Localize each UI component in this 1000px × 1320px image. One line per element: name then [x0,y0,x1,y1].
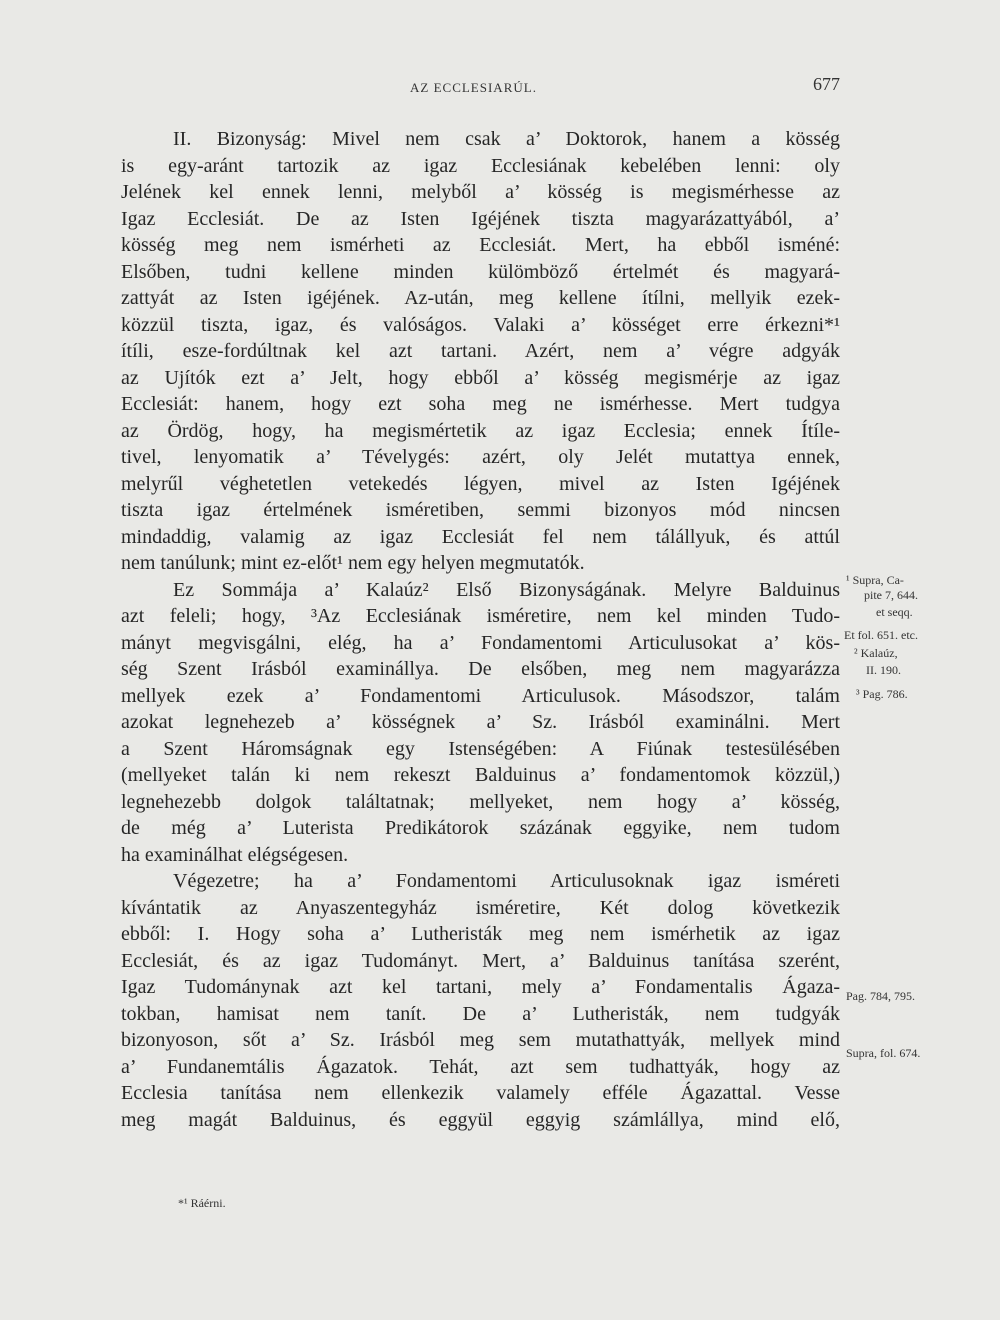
main-text [121,126,840,1133]
text-line: azt feleli; hogy, ³Az Ecclesiának isméretire, nem kel minden Tudo- [121,605,840,627]
text-line: melyrűl véghetetlen vetekedés légyen, mivel az Isten Igéjének [121,472,840,495]
text-line: tivel, lenyomatik a’ Tévelygés: azért, oly Jelét mutattya ennek, [121,446,840,468]
text-line: is egy-aránt tartozik az igaz Ecclesiának kebelében lenni: oly [121,154,840,177]
text-line: Ecclesia tanítása nem ellenkezik valamely efféle Ágazattal. Vesse [121,1082,840,1104]
text-line: tokban, hamisat nem tanít. De a’ Lutheristák, nem tudgyák [121,1002,840,1025]
text-line: kívántatik az Anyaszentegyház isméretire, Két dolog következik [121,896,840,919]
text-line: mányt megvisgálni, elég, ha a’ Fondamentomi Articulusokat a’ kös- [121,631,840,654]
text-line: Ecclesiát, és az igaz Tudományt. Mert, a’ Balduinus tanítása szerént, [121,949,840,972]
running-title: AZ ECCLESIARÚL. [410,80,537,95]
margin-note: II. 190. [866,663,901,677]
margin-note: Supra, fol. 674. [846,1046,921,1060]
text-line: az Ördög, hogy, ha megismértetik az igaz Ecclesia; ennek Ítíle- [121,419,840,442]
margin-note: ¹ Supra, Ca- [846,573,904,587]
text-line: Végezetre; ha a’ Fondamentomi Articulusoknak igaz isméreti [173,870,840,892]
margin-note: Pag. 784, 795. [846,989,915,1003]
footnote: *¹ Ráérni. [178,1196,226,1210]
text-line: Elsőben, tudni kellene minden külömböző értelmét és magyará- [121,260,840,283]
text-line: Jelének kel ennek lenni, melyből a’ kösség is megismérhesse az [121,181,840,203]
text-line: mindaddig, valamig az igaz Ecclesiát fel nem tálállyuk, és attúl [121,525,840,548]
text-line: a’ Fundanemtális Ágazatok. Tehát, azt sem tudhattyák, hogy az [121,1055,840,1078]
text-line: ebből: I. Hogy soha a’ Lutheristák meg nem ismérhetik az igaz [121,923,840,945]
text-line: meg magát Balduinus, és eggyül eggyig számlállya, mind elő, [121,1108,840,1131]
text-line: bizonyoson, sőt a’ Sz. Irásból meg sem mutathattyák, mellyek mind [121,1029,840,1051]
text-line: ha examinálhat elégségesen. [121,843,349,866]
text-line: azokat legnehezeb a’ kösségnek a’ Sz. Irásból examinálni. Mert [121,711,840,733]
text-line: az Ujítók ezt a’ Jelt, hogy ebből a’ kösség megismérje az igaz [121,366,840,389]
text-line: a Szent Háromságnak egy Istenségében: A Fiúnak testesülésében [121,737,840,760]
text-line: Igaz Tudománynak azt kel tartani, mely a’ Fondamentalis Ágaza- [121,976,840,998]
text-line: zattyát az Isten igéjének. Az-után, meg kellene ítílni, mellyik ezek- [121,287,840,309]
margin-note: pite 7, 644. [864,588,918,602]
text-line: közzül tiszta, igaz, és valóságos. Valaki a’ kösséget erre érkezni*¹ [121,313,840,336]
text-line: mellyek ezek a’ Fondamentomi Articulusok. Másodszor, talám [121,684,840,707]
margin-note: Et fol. 651. etc. [844,628,918,642]
text-line: II. Bizonyság: Mivel nem csak a’ Doktorok, hanem a kösség [173,128,840,150]
text-line: ség Szent Irásból examinállya. De elsőben, meg nem magyarázza [121,658,840,680]
margin-note: et seqq. [876,605,913,619]
text-line: legnehezebb dolgok találtatnak; mellyeket, nem hogy a’ kösség, [121,790,840,813]
text-line: nem tanúlunk; mint ez-előt¹ nem egy helyen megmutatók. [121,552,585,574]
page-number: 677 [813,74,840,94]
margin-note: ² Kalaúz, [854,646,898,660]
text-line: Ez Sommája a’ Kalaúz² Első Bizonyságának. Melyre Balduinus [173,578,840,601]
text-line: Igaz Ecclesiát. De az Isten Igéjének tiszta magyarázattyából, a’ [121,207,840,230]
text-line: ítíli, esze-fordúltnak kel azt tartani. Azért, nem a’ végre adgyák [121,340,840,362]
text-line: de még a’ Luterista Predikátorok százának eggyike, nem tudom [121,817,840,839]
running-head [120,72,840,102]
text-line: kösség meg nem ismérheti az Ecclesiát. Mert, ha ebből isméné: [121,234,840,256]
margin-note: ³ Pag. 786. [856,687,908,701]
text-line: Ecclesiát: hanem, hogy ezt soha meg ne ismérhesse. Mert tudgya [121,393,840,415]
text-line: tiszta igaz értelmének isméretiben, semmi bizonyos mód nincsen [121,499,840,521]
text-line: (mellyeket talán ki nem rekeszt Balduinus a’ fondamentomok közzül,) [121,764,840,786]
